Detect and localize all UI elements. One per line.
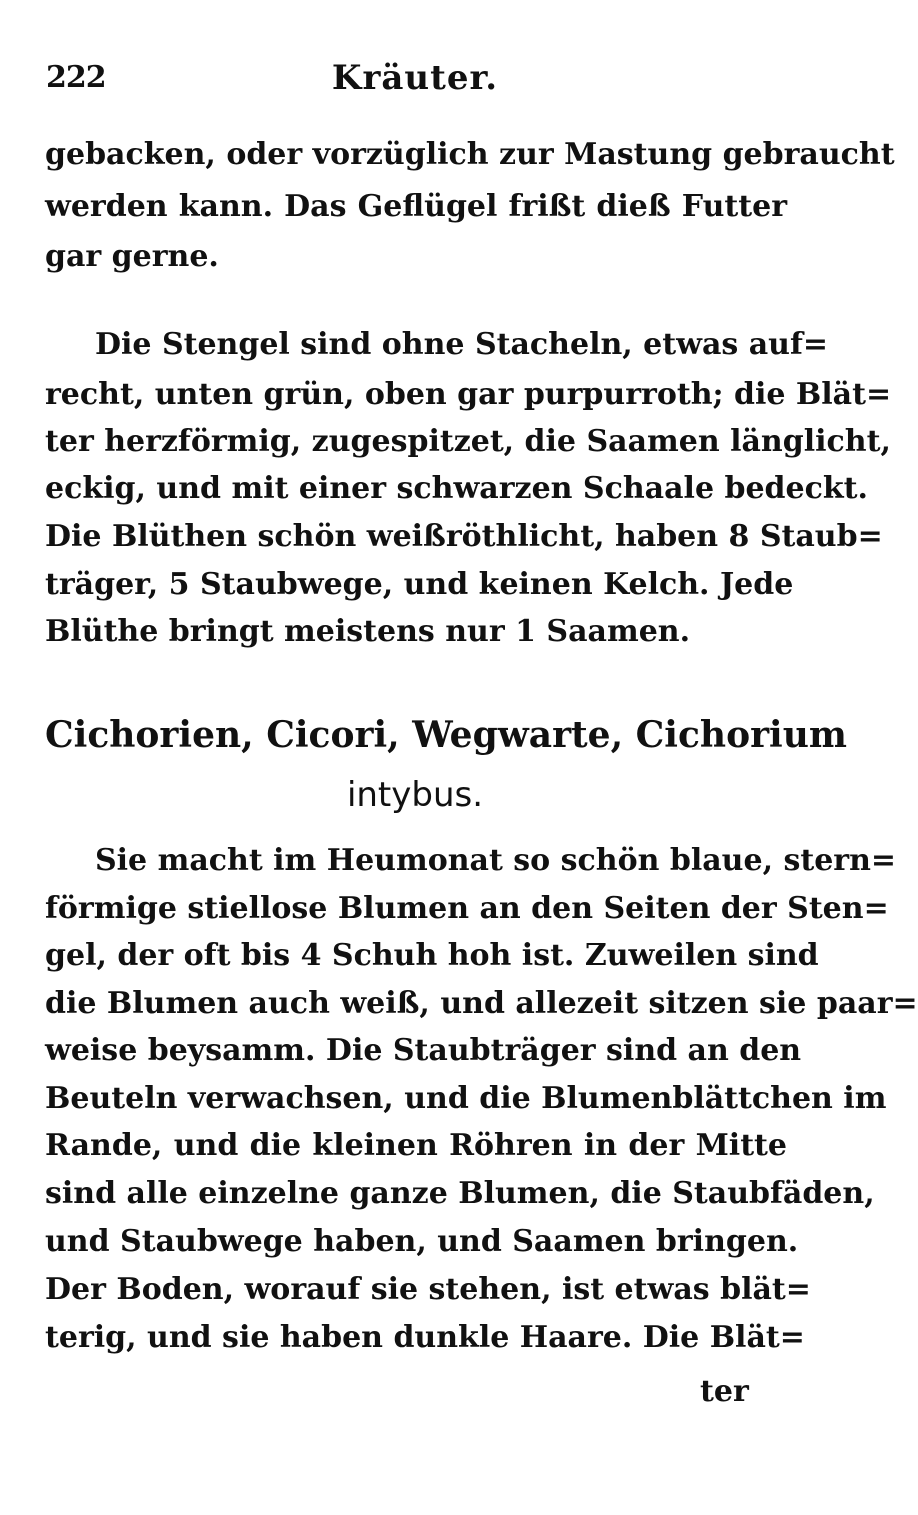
text-line: Der Boden, worauf sie stehen, ist etwas blät= xyxy=(45,1272,811,1307)
text-line: die Blumen auch weiß, und allezeit sitzen sie paar= xyxy=(45,986,918,1021)
text-line: Die Stengel sind ohne Stacheln, etwas auf= xyxy=(95,327,829,362)
text-line: Die Blüthen schön weißröthlicht, haben 8 Staub= xyxy=(45,519,883,554)
page-number: 222 xyxy=(46,60,106,95)
text-line: und Staubwege haben, und Saamen bringen. xyxy=(45,1224,799,1259)
page-header xyxy=(40,52,790,100)
section-heading: Cichorien, Cicori, Wegwarte, Cichorium xyxy=(45,714,847,756)
text-line: recht, unten grün, oben gar purpurroth; die Blät= xyxy=(45,377,892,412)
running-head: Kräuter. xyxy=(331,58,499,98)
text-line: gar gerne. xyxy=(45,239,219,274)
text-line: Blüthe bringt meistens nur 1 Saamen. xyxy=(45,614,691,649)
section-heading-continued: intybus. xyxy=(346,775,484,815)
catchword: ter xyxy=(700,1374,749,1409)
text-line: Beuteln verwachsen, und die Blumenblättchen im xyxy=(45,1081,887,1116)
text-line: ter herzförmig, zugespitzet, die Saamen länglicht, xyxy=(45,424,891,459)
text-line: Sie macht im Heumonat so schön blaue, stern= xyxy=(95,843,897,878)
text-line: eckig, und mit einer schwarzen Schaale bedeckt. xyxy=(45,471,868,506)
text-line: terig, und sie haben dunkle Haare. Die Blät= xyxy=(45,1320,805,1355)
text-line: gel, der oft bis 4 Schuh hoh ist. Zuweilen sind xyxy=(45,938,819,973)
text-line: gebacken, oder vorzüglich zur Mastung gebraucht xyxy=(45,137,895,172)
text-line: weise beysamm. Die Staubträger sind an den xyxy=(45,1033,802,1068)
text-line: Rande, und die kleinen Röhren in der Mitte xyxy=(45,1128,787,1163)
text-line: förmige stiellose Blumen an den Seiten der Sten= xyxy=(45,891,889,926)
text-line: träger, 5 Staubwege, und keinen Kelch. Jede xyxy=(45,567,794,602)
text-line: werden kann. Das Geflügel frißt dieß Futter xyxy=(45,189,787,224)
text-line: sind alle einzelne ganze Blumen, die Staubfäden, xyxy=(45,1176,875,1211)
